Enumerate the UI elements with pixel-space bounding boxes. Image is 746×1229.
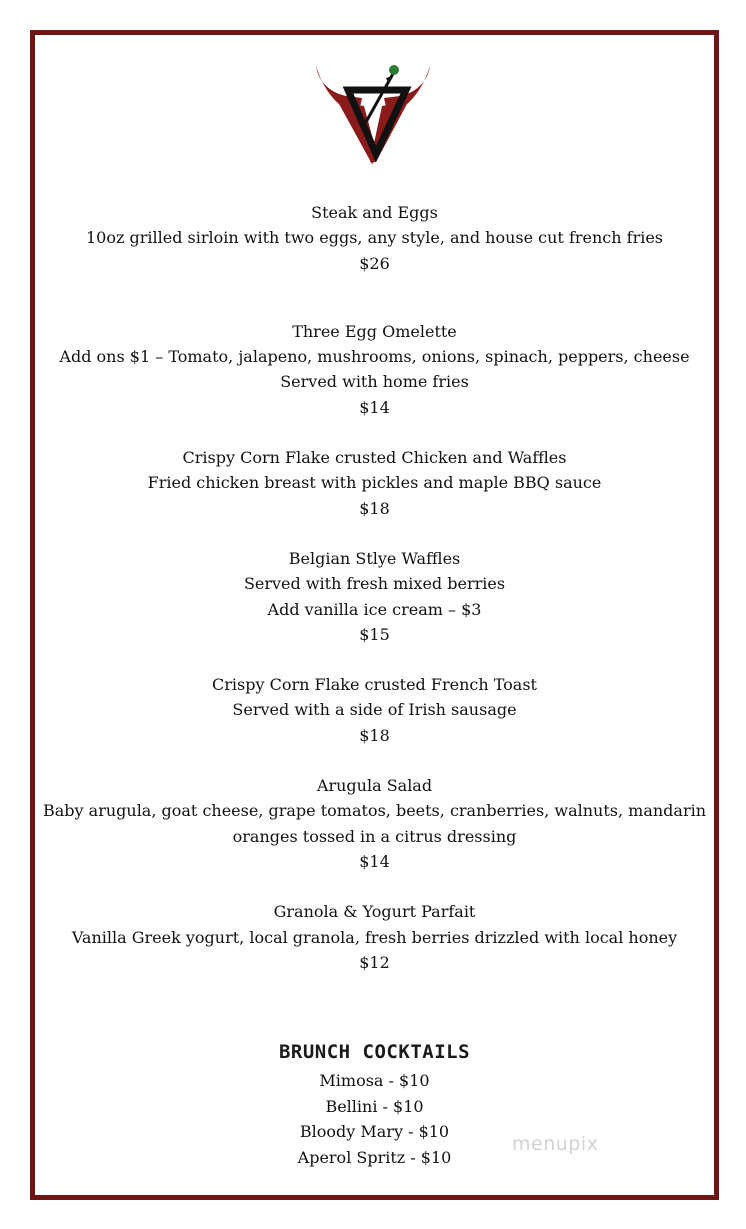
menu-item-name: Three Egg Omelette — [292, 321, 457, 341]
menu-item-name: Crispy Corn Flake crusted Chicken and Waffles — [182, 448, 567, 468]
menu-item-name: Steak and Eggs — [311, 203, 438, 222]
menu-item-price: $18 — [359, 725, 390, 745]
menu-item-name: Arugula Salad — [316, 776, 433, 796]
menu-item-description: oranges tossed in a citrus dressing — [232, 826, 517, 846]
menu-item-description: Baby arugula, goat cheese, grape tomatos, beets, cranberries, walnuts, mandarin — [42, 801, 707, 821]
cocktails-heading: BRUNCH COCKTAILS — [278, 1041, 471, 1063]
menu-item-belgian-waffles — [35, 546, 714, 647]
menu-item-name: Belgian Stlye Waffles — [288, 548, 461, 568]
menu-item-description: Fried chicken breast with pickles and maple BBQ sauce — [147, 473, 602, 493]
menu-item-arugula-salad — [35, 773, 714, 874]
menu-item-granola-parfait — [35, 899, 714, 975]
menu-item-price: $14 — [359, 851, 390, 871]
menu-item-steak-and-eggs — [35, 200, 714, 276]
menu-item-name: Granola & Yogurt Parfait — [273, 902, 476, 922]
menu-item-description: Vanilla Greek yogurt, local granola, fresh berries drizzled with local honey — [71, 927, 678, 947]
brunch-menu — [35, 200, 714, 975]
menu-item-price: $18 — [359, 498, 390, 518]
menu-item-name: Crispy Corn Flake crusted French Toast — [212, 675, 537, 695]
olive-icon — [389, 65, 399, 75]
menu-item-description: Served with fresh mixed berries — [243, 574, 506, 594]
cocktail-item: Bloody Mary - $10 — [299, 1122, 450, 1141]
menu-item-description: Served with home fries — [280, 372, 469, 392]
menu-item-three-egg-omelette — [35, 319, 714, 420]
menu-item-price: $26 — [359, 253, 390, 273]
menu-item-description: Served with a side of Irish sausage — [232, 700, 517, 720]
cocktail-item: Mimosa - $10 — [319, 1071, 430, 1090]
menu-item-description: 10oz grilled sirloin with two eggs, any style, and house cut french fries — [85, 228, 664, 248]
menu-item-price: $15 — [359, 624, 390, 644]
cocktail-item: Aperol Spritz - $10 — [297, 1147, 452, 1167]
menu-item-price: $14 — [359, 397, 390, 417]
cocktail-item: Bellini - $10 — [325, 1096, 424, 1116]
menu-item-french-toast — [35, 672, 714, 748]
menu-item-price: $12 — [359, 952, 390, 972]
bull-horns-cocktail-logo-icon — [308, 58, 438, 168]
menupix-watermark: menupix — [512, 1133, 599, 1155]
brunch-cocktails-section — [35, 1038, 714, 1170]
menu-item-chicken-and-waffles — [35, 445, 714, 521]
menu-item-description: Add vanilla ice cream – $3 — [267, 599, 482, 619]
menu-item-description: Add ons $1 – Tomato, jalapeno, mushrooms, onions, spinach, peppers, cheese — [59, 347, 690, 367]
